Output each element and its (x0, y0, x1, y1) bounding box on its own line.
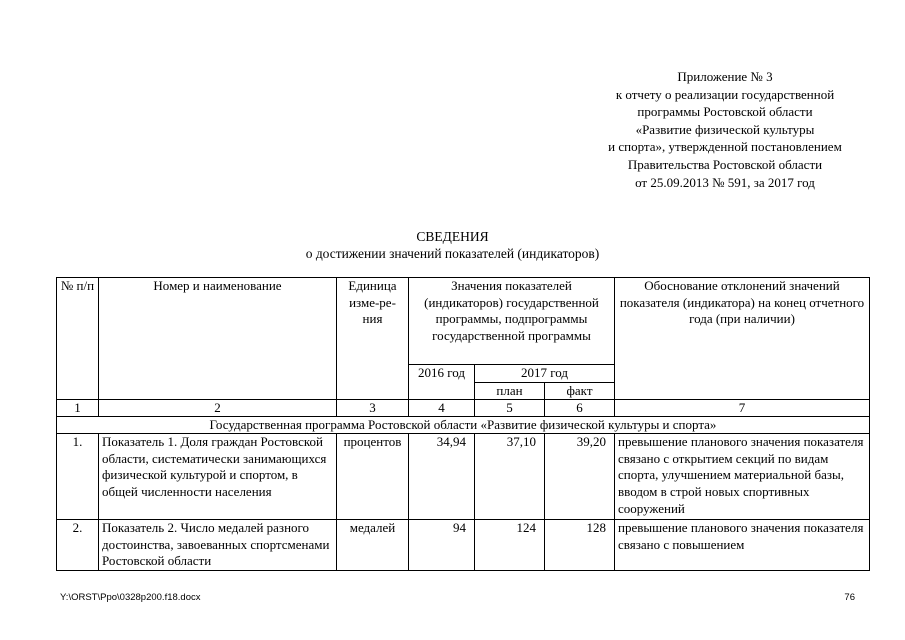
row-reason: превышение планового значения показателя связано с повышением (615, 520, 870, 571)
appendix-line: Правительства Ростовской области (627, 156, 823, 172)
column-number: 2 (99, 400, 337, 417)
column-number: 7 (615, 400, 870, 417)
row-reason: превышение планового значения показателя связано с открытием секций по видам спорта, улучшением материальной базы, вводом в строй новых спортивных сооружений (615, 434, 870, 520)
header-fact: факт (545, 382, 615, 400)
row-name: Показатель 2. Число медалей разного достоинства, завоеванных спортсменами Ростовской области (99, 520, 337, 571)
row-fact: 39,20 (545, 434, 615, 520)
column-number: 5 (475, 400, 545, 417)
appendix-line: от 25.09.2013 № 591, за 2017 год (635, 174, 815, 190)
section-row (57, 417, 870, 434)
header-plan: план (475, 382, 545, 400)
header-reason: Обоснование отклонений значений показателя (индикатора) на конец отчетного года (при наличии) (615, 278, 870, 400)
header-values: Значения показателей (индикаторов) государственной программы, подпрограммы государственной программы (409, 278, 615, 365)
column-number: 6 (545, 400, 615, 417)
document-subtitle: о достижении значений показателей (индикаторов) (305, 246, 600, 261)
header-num: № п/п (57, 278, 99, 400)
row-unit: процентов (337, 434, 409, 520)
indicators-table (56, 277, 870, 571)
section-title: Государственная программа Ростовской области «Развитие физической культуры и спорта» (57, 417, 870, 434)
row-unit: медалей (337, 520, 409, 571)
header-name: Номер и наименование (99, 278, 337, 400)
document-title: СВЕДЕНИЯ (416, 229, 489, 244)
row-2016: 34,94 (409, 434, 475, 520)
file-path: Y:\ORST\Ppo\0328p200.f18.docx (60, 592, 201, 603)
row-num: 2. (57, 520, 99, 571)
header-2016: 2016 год (409, 365, 475, 400)
row-fact: 128 (545, 520, 615, 571)
appendix-line: «Развитие физической культуры (635, 121, 815, 137)
row-num: 1. (57, 434, 99, 520)
appendix-line: Приложение № 3 (677, 69, 773, 84)
appendix-line: и спорта», утвержденной постановлением (608, 139, 842, 155)
column-number-row (57, 400, 870, 417)
header-2017: 2017 год (475, 365, 615, 383)
page-number: 76 (844, 592, 855, 603)
row-2016: 94 (409, 520, 475, 571)
row-plan: 37,10 (475, 434, 545, 520)
table-row (57, 434, 870, 520)
row-plan: 124 (475, 520, 545, 571)
table-row (57, 520, 870, 571)
column-number: 3 (337, 400, 409, 417)
appendix-line: программы Ростовской области (637, 104, 813, 120)
header-unit: Единица изме-ре-ния (337, 278, 409, 400)
column-number: 4 (409, 400, 475, 417)
column-number: 1 (57, 400, 99, 417)
row-name: Показатель 1. Доля граждан Ростовской области, систематически занимающихся физической культурой и спортом, в общей численности населения (99, 434, 337, 520)
appendix-line: к отчету о реализации государственной (615, 86, 835, 102)
document-heading (0, 228, 905, 262)
appendix-note (560, 68, 890, 191)
